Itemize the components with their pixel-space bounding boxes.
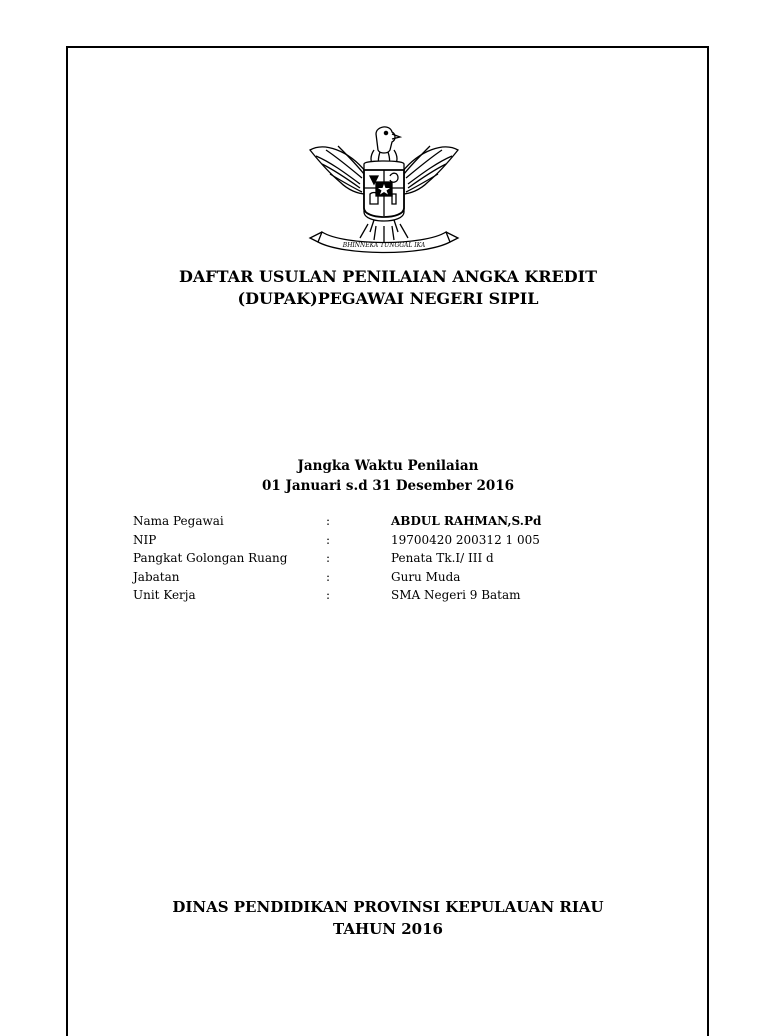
info-colon: :	[326, 514, 331, 528]
info-value: Guru Muda	[391, 569, 461, 584]
garuda-emblem-icon	[304, 120, 464, 264]
period-value: 01 Januari s.d 31 Desember 2016	[261, 478, 515, 494]
info-value: ABDUL RAHMAN,S.Pd	[391, 514, 542, 528]
info-label: NIP	[133, 532, 157, 547]
footer-institution: DINAS PENDIDIKAN PROVINSI KEPULAUAN RIAU	[172, 898, 604, 916]
info-label: Nama Pegawai	[133, 514, 224, 528]
info-value: Penata Tk.I/ III d	[391, 551, 494, 565]
info-colon: :	[326, 588, 331, 602]
info-colon: :	[326, 532, 331, 547]
info-value: 19700420 200312 1 005	[391, 532, 540, 547]
document-title-line1: DAFTAR USULAN PENILAIAN ANGKA KREDIT	[179, 267, 597, 286]
info-label: Jabatan	[133, 569, 180, 584]
info-colon: :	[326, 551, 331, 565]
info-value: SMA Negeri 9 Batam	[391, 588, 521, 602]
info-colon: :	[326, 569, 331, 584]
footer-year: TAHUN 2016	[333, 920, 443, 938]
period-label: Jangka Waktu Penilaian	[297, 458, 479, 474]
info-label: Unit Kerja	[133, 588, 196, 602]
document-title-line2: (DUPAK)PEGAWAI NEGERI SIPIL	[237, 289, 539, 308]
info-label: Pangkat Golongan Ruang	[133, 551, 288, 565]
svg-text:BHINNEKA TUNGGAL IKA: BHINNEKA TUNGGAL IKA	[342, 242, 426, 249]
